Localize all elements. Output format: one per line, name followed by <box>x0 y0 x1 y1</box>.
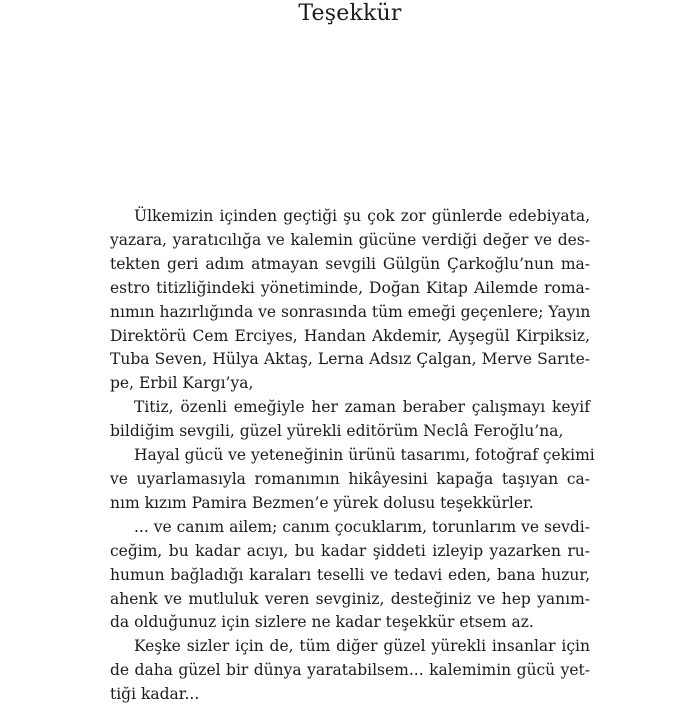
text-line: ahenk ve mutluluk veren sevginiz, desteğiniz ve hep yanım- <box>110 589 590 608</box>
paragraph-2 <box>110 396 590 444</box>
paragraph-5 <box>110 635 590 707</box>
text-line: yazara, yaratıcılığa ve kalemin gücüne verdiği değer ve des- <box>110 230 590 249</box>
text-line: ve uyarlamasıyla romanımın hikâyesini kapağa taşıyan ca- <box>110 469 590 488</box>
text-line: Hayal gücü ve yeteneğinin ürünü tasarımı, fotoğraf çekimi <box>134 446 595 465</box>
paragraph-3 <box>110 444 595 516</box>
text-line: Direktörü Cem Erciyes, Handan Akdemir, Ayşegül Kirpiksiz, <box>110 326 590 345</box>
text-line: Ülkemizin içinden geçtiği şu çok zor günlerde edebiyata, <box>134 207 590 225</box>
text-line: Tuba Seven, Hülya Aktaş, Lerna Adsız Çalgan, Merve Sarıte- <box>110 350 590 369</box>
text-line: pe, Erbil Kargı’ya, <box>110 374 254 393</box>
text-line: Keşke sizler için de, tüm diğer güzel yürekli insanlar için <box>134 637 590 656</box>
text-line: nımın hazırlığında ve sonrasında tüm emeği geçenlere; Yayın <box>110 302 591 321</box>
text-line: ... ve canım ailem; canım çocuklarım, torunlarım ve sevdi- <box>134 517 590 536</box>
text-line: ceğim, bu kadar acıyı, bu kadar şiddeti izleyip yazarken ru- <box>110 541 590 560</box>
paragraph-4 <box>110 516 590 636</box>
acknowledgements-text <box>110 205 595 707</box>
text-line: da olduğunuz için sizlere ne kadar teşekkür etsem az. <box>110 613 534 632</box>
paragraph-1 <box>110 205 590 396</box>
text-line: de daha güzel bir dünya yaratabilsem... kalemimin gücü yet- <box>110 661 590 680</box>
text-line: nım kızım Pamira Bezmen’e yürek dolusu teşekkürler. <box>110 493 534 512</box>
text-line: Titiz, özenli emeğiyle her zaman beraber çalışmayı keyif <box>134 398 590 417</box>
text-line: tekten geri adım atmayan sevgili Gülgün Çarkoğlu’nun ma- <box>110 254 590 273</box>
page-title: Teşekkür <box>298 1 402 26</box>
text-line: estro titizliğindeki yönetiminde, Doğan Kitap Ailemde roma- <box>110 278 590 297</box>
text-line: bildiğim sevgili, güzel yürekli editörüm Neclâ Feroğlu’na, <box>110 422 564 441</box>
text-line: humun bağladığı karaları teselli ve tedavi eden, bana huzur, <box>110 565 590 584</box>
text-line: tiği kadar... <box>110 685 200 704</box>
